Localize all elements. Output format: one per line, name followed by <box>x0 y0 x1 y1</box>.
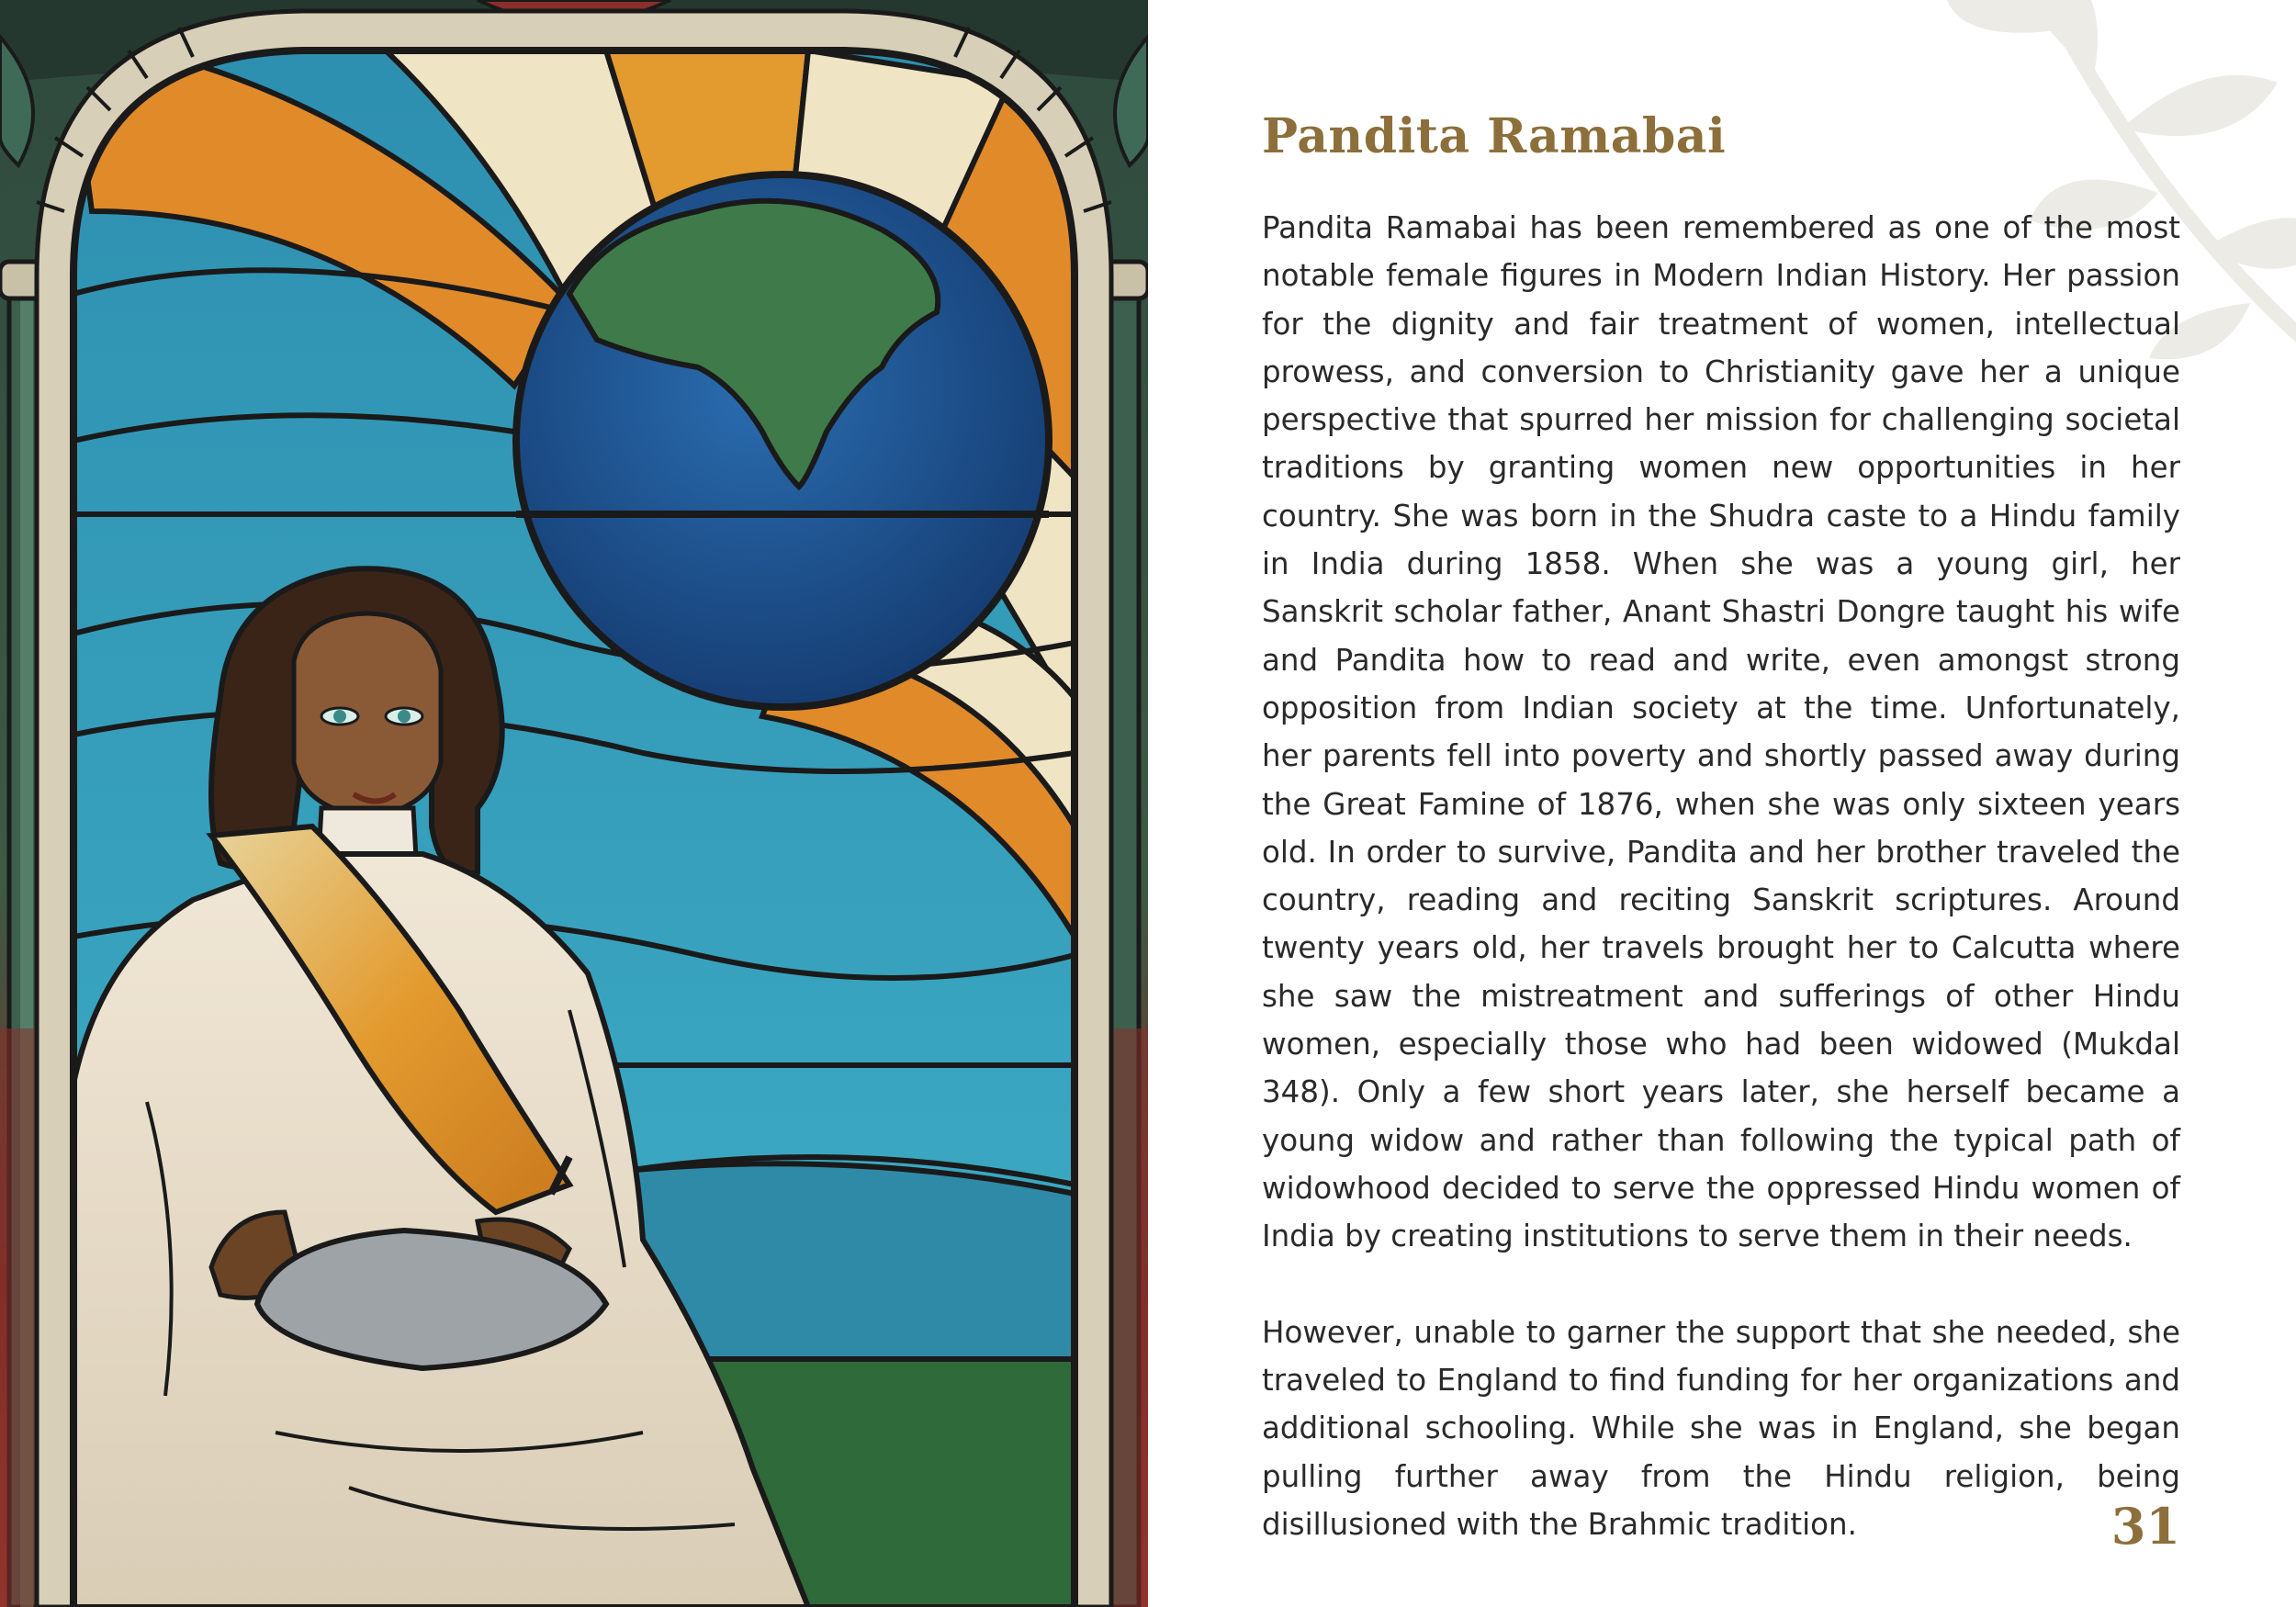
page-title: Pandita Ramabai <box>1262 108 1727 164</box>
paragraph-1: Pandita Ramabai has been remembered as one of the most notable female figures in Modern Indian History. Her passion for the dignity and fair treatment of women, intellectual prowess, and conversion to Christianity gave her a unique perspective that spurred her mission for challenging societal traditions by granting women new opportunities in her country. She was born in the Shudra caste to a Hindu family in India during 1858. When she was a young girl, her Sanskrit scholar father, Anant Shastri Dongre taught his wife and Pandita how to read and write, even amongst strong opposition from Indian society at the time. Unfortunately, her parents fell into poverty and shortly passed away during the Great Famine of 1876, when she was only sixteen years old. In order to survive, Pandita and her brother traveled the country, reading and reciting Sanskrit scriptures. Around twenty years old, her travels brought her to Calcutta where she saw the mistreatment and sufferings of other Hindu women, especially those who had been widowed (Mukdal 348). Only a few short years later, she herself became a young widow and rather than following the typical path of widowhood decided to serve the oppressed Hindu women of India by creating institutions to serve them in their needs. <box>1262 210 2180 1254</box>
text-page <box>1148 0 2296 1607</box>
paragraph-2: However, unable to garner the support that she needed, she traveled to England to find funding for her organizations and additional schooling. While she was in England, she began pulling further away from the Hindu religion, being disillusioned with the Brahmic tradition. <box>1262 1314 2180 1543</box>
page-number: 31 <box>2110 1497 2180 1556</box>
globe-icon <box>516 174 1049 707</box>
body-text <box>1262 204 2180 1548</box>
